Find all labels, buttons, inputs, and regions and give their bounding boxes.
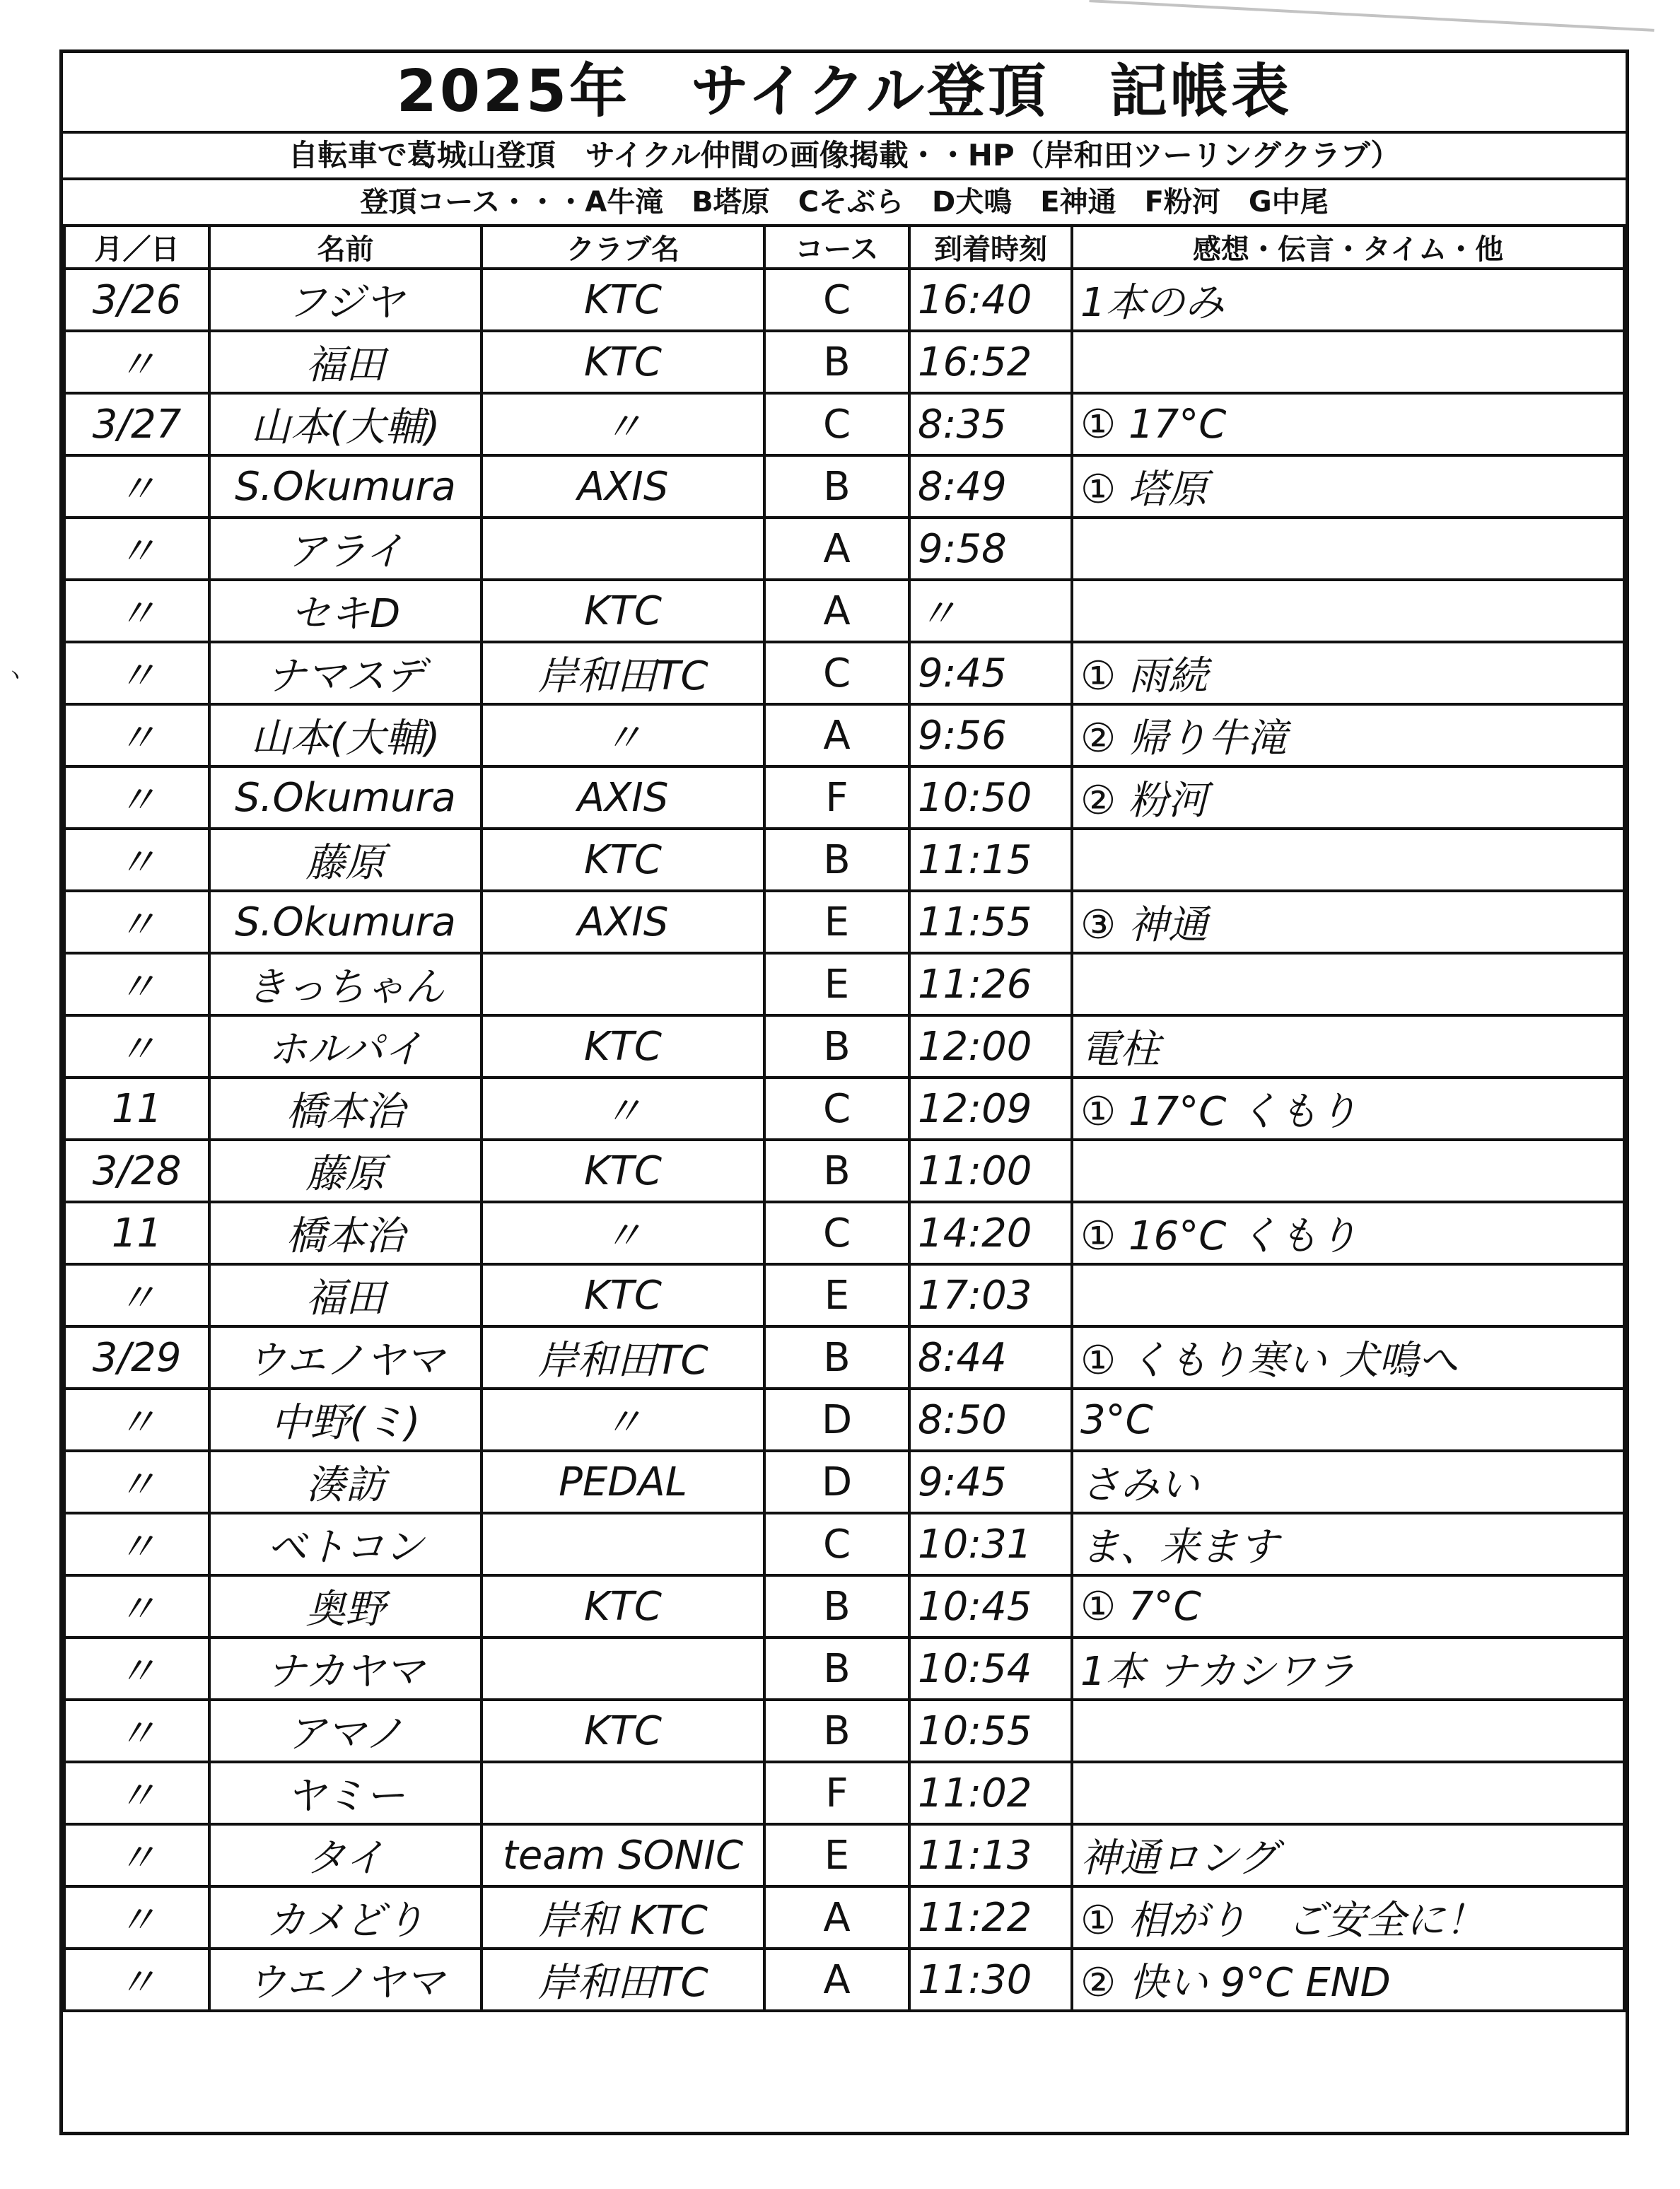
cell-note: 1本 ナカシワラ xyxy=(1072,1638,1624,1700)
cell-note: ① 雨続 xyxy=(1072,642,1624,704)
cell-club: 岸和田TC xyxy=(482,1326,764,1389)
col-header-course: コース xyxy=(764,226,909,269)
cell-time: 17:03 xyxy=(909,1264,1072,1326)
cell-club xyxy=(482,953,764,1015)
cell-club: AXIS xyxy=(482,891,764,953)
cell-course: B xyxy=(764,331,909,393)
cell-name: 福田 xyxy=(209,331,482,393)
cell-club: KTC xyxy=(482,269,764,331)
table-row xyxy=(64,393,1624,455)
cell-date: 11 xyxy=(64,1078,209,1140)
cell-club: 〃 xyxy=(482,1078,764,1140)
cell-note: ① 17°C くもり xyxy=(1072,1078,1624,1140)
table-row xyxy=(64,1326,1624,1389)
cell-note: ① 塔原 xyxy=(1072,455,1624,518)
cell-time: 9:58 xyxy=(909,518,1072,580)
cell-name: 藤原 xyxy=(209,829,482,891)
cell-course: C xyxy=(764,269,909,331)
cell-club: PEDAL xyxy=(482,1451,764,1513)
cell-name: S.Okumura xyxy=(209,455,482,518)
cell-name: ナマスデ xyxy=(209,642,482,704)
cell-note: 神通ロング xyxy=(1072,1824,1624,1886)
cell-time: 14:20 xyxy=(909,1202,1072,1264)
cell-course: A xyxy=(764,580,909,642)
table-row xyxy=(64,1389,1624,1451)
cell-date: 〃 xyxy=(64,1264,209,1326)
cell-club: KTC xyxy=(482,1140,764,1202)
cell-date: 〃 xyxy=(64,1824,209,1886)
cell-name: 橋本治 xyxy=(209,1202,482,1264)
cell-note xyxy=(1072,580,1624,642)
table-row xyxy=(64,1824,1624,1886)
table-row xyxy=(64,269,1624,331)
cell-note: 3°C xyxy=(1072,1389,1624,1451)
cell-course: B xyxy=(764,1700,909,1762)
cell-name: タイ xyxy=(209,1824,482,1886)
cell-note: ② 快い 9°C END xyxy=(1072,1949,1624,2011)
table-row xyxy=(64,891,1624,953)
cell-note: ① 16°C くもり xyxy=(1072,1202,1624,1264)
cell-club: KTC xyxy=(482,580,764,642)
cell-club: KTC xyxy=(482,829,764,891)
cell-name: フジヤ xyxy=(209,269,482,331)
cell-club: 〃 xyxy=(482,704,764,766)
cell-name: 中野(ミ) xyxy=(209,1389,482,1451)
cell-course: C xyxy=(764,1078,909,1140)
cell-time: 8:49 xyxy=(909,455,1072,518)
cell-course: B xyxy=(764,1140,909,1202)
cell-date: 3/28 xyxy=(64,1140,209,1202)
cell-note: ① くもり寒い 犬鳴へ xyxy=(1072,1326,1624,1389)
cell-course: C xyxy=(764,642,909,704)
cell-date: 〃 xyxy=(64,1762,209,1824)
cell-date: 〃 xyxy=(64,891,209,953)
cell-course: E xyxy=(764,891,909,953)
cell-date: 〃 xyxy=(64,1015,209,1078)
table-row xyxy=(64,331,1624,393)
cell-name: ウエノヤマ xyxy=(209,1326,482,1389)
log-body xyxy=(64,269,1624,2011)
cell-note: 1本のみ xyxy=(1072,269,1624,331)
cell-note xyxy=(1072,1762,1624,1824)
cell-name: S.Okumura xyxy=(209,891,482,953)
scan-edge-line xyxy=(1089,0,1654,32)
cell-time: 11:15 xyxy=(909,829,1072,891)
cell-course: B xyxy=(764,1638,909,1700)
cell-time: 11:00 xyxy=(909,1140,1072,1202)
cell-name: アライ xyxy=(209,518,482,580)
cell-note: ② 帰り牛滝 xyxy=(1072,704,1624,766)
cell-time: 11:55 xyxy=(909,891,1072,953)
cell-name: カメどり xyxy=(209,1886,482,1949)
log-table xyxy=(63,224,1626,2012)
cell-club: 岸和田TC xyxy=(482,1949,764,2011)
margin-mark: ヽ xyxy=(4,663,25,688)
cell-name: セキD xyxy=(209,580,482,642)
cell-note: ① 相がり ご安全に！ xyxy=(1072,1886,1624,1949)
table-row xyxy=(64,1762,1624,1824)
cell-date: 〃 xyxy=(64,1513,209,1575)
cell-date: 〃 xyxy=(64,953,209,1015)
cell-club: 岸和 KTC xyxy=(482,1886,764,1949)
cell-club: AXIS xyxy=(482,766,764,829)
cell-time: 10:31 xyxy=(909,1513,1072,1575)
cell-club: KTC xyxy=(482,1015,764,1078)
table-row xyxy=(64,1078,1624,1140)
cell-note xyxy=(1072,1140,1624,1202)
table-row xyxy=(64,518,1624,580)
cell-course: B xyxy=(764,455,909,518)
cell-time: 8:35 xyxy=(909,393,1072,455)
cell-course: B xyxy=(764,1015,909,1078)
cell-date: 〃 xyxy=(64,331,209,393)
cell-time: 9:56 xyxy=(909,704,1072,766)
table-row xyxy=(64,1264,1624,1326)
cell-date: 〃 xyxy=(64,642,209,704)
cell-name: 藤原 xyxy=(209,1140,482,1202)
table-row xyxy=(64,1015,1624,1078)
cell-name: S.Okumura xyxy=(209,766,482,829)
cell-club xyxy=(482,1762,764,1824)
table-row xyxy=(64,1700,1624,1762)
cell-time: 11:26 xyxy=(909,953,1072,1015)
cell-note: ① 7°C xyxy=(1072,1575,1624,1638)
cell-date: 〃 xyxy=(64,518,209,580)
cell-time: 12:00 xyxy=(909,1015,1072,1078)
cell-club: KTC xyxy=(482,1575,764,1638)
cell-note: ② 粉河 xyxy=(1072,766,1624,829)
table-row xyxy=(64,829,1624,891)
col-header-time: 到着時刻 xyxy=(909,226,1072,269)
cell-date: 〃 xyxy=(64,1949,209,2011)
cell-club: 〃 xyxy=(482,1389,764,1451)
cell-note: さみい xyxy=(1072,1451,1624,1513)
cell-club: 〃 xyxy=(482,1202,764,1264)
cell-note xyxy=(1072,331,1624,393)
cell-club: KTC xyxy=(482,331,764,393)
cell-date: 〃 xyxy=(64,1451,209,1513)
cell-club xyxy=(482,1638,764,1700)
cell-note: ① 17°C xyxy=(1072,393,1624,455)
course-legend: 登頂コース・・・A牛滝 B塔原 Cそぶら D犬鳴 E神通 F粉河 G中尾 xyxy=(360,186,1329,218)
table-row xyxy=(64,1451,1624,1513)
cell-course: F xyxy=(764,766,909,829)
cell-date: 〃 xyxy=(64,455,209,518)
cell-time: 10:50 xyxy=(909,766,1072,829)
cell-name: ナカヤマ xyxy=(209,1638,482,1700)
cell-course: E xyxy=(764,953,909,1015)
cell-time: 9:45 xyxy=(909,1451,1072,1513)
col-header-name: 名前 xyxy=(209,226,482,269)
cell-date: 〃 xyxy=(64,1638,209,1700)
cell-note: ③ 神通 xyxy=(1072,891,1624,953)
table-row xyxy=(64,704,1624,766)
cell-note xyxy=(1072,953,1624,1015)
cell-name: ホルパイ xyxy=(209,1015,482,1078)
table-row xyxy=(64,1949,1624,2011)
cell-course: C xyxy=(764,1202,909,1264)
page-title: 2025年 サイクル登頂 記帳表 xyxy=(63,53,1626,134)
cell-name: 湊訪 xyxy=(209,1451,482,1513)
cell-note xyxy=(1072,518,1624,580)
table-row xyxy=(64,455,1624,518)
cell-time: 10:54 xyxy=(909,1638,1072,1700)
cell-time: 11:30 xyxy=(909,1949,1072,2011)
cell-name: 山本(大輔) xyxy=(209,393,482,455)
cell-course: B xyxy=(764,1326,909,1389)
cell-club: AXIS xyxy=(482,455,764,518)
cell-time: 〃 xyxy=(909,580,1072,642)
cell-course: A xyxy=(764,518,909,580)
cell-name: 福田 xyxy=(209,1264,482,1326)
cell-note xyxy=(1072,829,1624,891)
cell-course: E xyxy=(764,1264,909,1326)
cell-date: 〃 xyxy=(64,1389,209,1451)
cell-course: D xyxy=(764,1389,909,1451)
col-header-club: クラブ名 xyxy=(482,226,764,269)
cell-time: 8:44 xyxy=(909,1326,1072,1389)
cell-note: ま、来ます xyxy=(1072,1513,1624,1575)
cell-date: 〃 xyxy=(64,1575,209,1638)
cell-course: F xyxy=(764,1762,909,1824)
cell-name: きっちゃん xyxy=(209,953,482,1015)
table-row xyxy=(64,580,1624,642)
cell-date: 11 xyxy=(64,1202,209,1264)
cell-date: 〃 xyxy=(64,580,209,642)
cell-time: 10:45 xyxy=(909,1575,1072,1638)
table-row xyxy=(64,1638,1624,1700)
cell-course: B xyxy=(764,1575,909,1638)
cell-name: アマノ xyxy=(209,1700,482,1762)
cell-club: KTC xyxy=(482,1264,764,1326)
table-row xyxy=(64,642,1624,704)
col-header-date: 月／日 xyxy=(64,226,209,269)
cell-date: 3/26 xyxy=(64,269,209,331)
cell-name: 奥野 xyxy=(209,1575,482,1638)
cell-date: 3/27 xyxy=(64,393,209,455)
cell-time: 16:52 xyxy=(909,331,1072,393)
cell-course: C xyxy=(764,1513,909,1575)
cell-course: A xyxy=(764,704,909,766)
table-row xyxy=(64,1886,1624,1949)
cell-club xyxy=(482,518,764,580)
cell-time: 11:02 xyxy=(909,1762,1072,1824)
cell-course: B xyxy=(764,829,909,891)
cell-date: 〃 xyxy=(64,829,209,891)
cell-time: 11:13 xyxy=(909,1824,1072,1886)
table-header-row xyxy=(64,226,1624,269)
cell-date: 〃 xyxy=(64,1700,209,1762)
cell-time: 9:45 xyxy=(909,642,1072,704)
log-sheet xyxy=(59,49,1629,2135)
cell-club: KTC xyxy=(482,1700,764,1762)
cell-course: C xyxy=(764,393,909,455)
cell-name: ウエノヤマ xyxy=(209,1949,482,2011)
table-row xyxy=(64,766,1624,829)
table-row xyxy=(64,1202,1624,1264)
table-row xyxy=(64,1575,1624,1638)
cell-date: 〃 xyxy=(64,1886,209,1949)
cell-time: 11:22 xyxy=(909,1886,1072,1949)
cell-note xyxy=(1072,1264,1624,1326)
cell-course: D xyxy=(764,1451,909,1513)
col-header-note: 感想・伝言・タイム・他 xyxy=(1072,226,1624,269)
subtitle: 自転車で葛城山登頂 サイクル仲間の画像掲載・・HP（岸和田ツーリングクラブ） xyxy=(63,134,1626,180)
cell-course: A xyxy=(764,1886,909,1949)
cell-club xyxy=(482,1513,764,1575)
cell-note xyxy=(1072,1700,1624,1762)
cell-name: ヤミー xyxy=(209,1762,482,1824)
cell-course: A xyxy=(764,1949,909,2011)
cell-time: 10:55 xyxy=(909,1700,1072,1762)
table-row xyxy=(64,1140,1624,1202)
cell-date: 〃 xyxy=(64,766,209,829)
cell-date: 3/29 xyxy=(64,1326,209,1389)
cell-note: 電柱 xyxy=(1072,1015,1624,1078)
cell-name: ベトコン xyxy=(209,1513,482,1575)
cell-club: 岸和田TC xyxy=(482,642,764,704)
cell-name: 山本(大輔) xyxy=(209,704,482,766)
table-row xyxy=(64,953,1624,1015)
cell-course: E xyxy=(764,1824,909,1886)
cell-date: 〃 xyxy=(64,704,209,766)
cell-time: 12:09 xyxy=(909,1078,1072,1140)
cell-club: 〃 xyxy=(482,393,764,455)
cell-time: 8:50 xyxy=(909,1389,1072,1451)
cell-club: team SONIC xyxy=(482,1824,764,1886)
table-row xyxy=(64,1513,1624,1575)
cell-time: 16:40 xyxy=(909,269,1072,331)
cell-name: 橋本治 xyxy=(209,1078,482,1140)
